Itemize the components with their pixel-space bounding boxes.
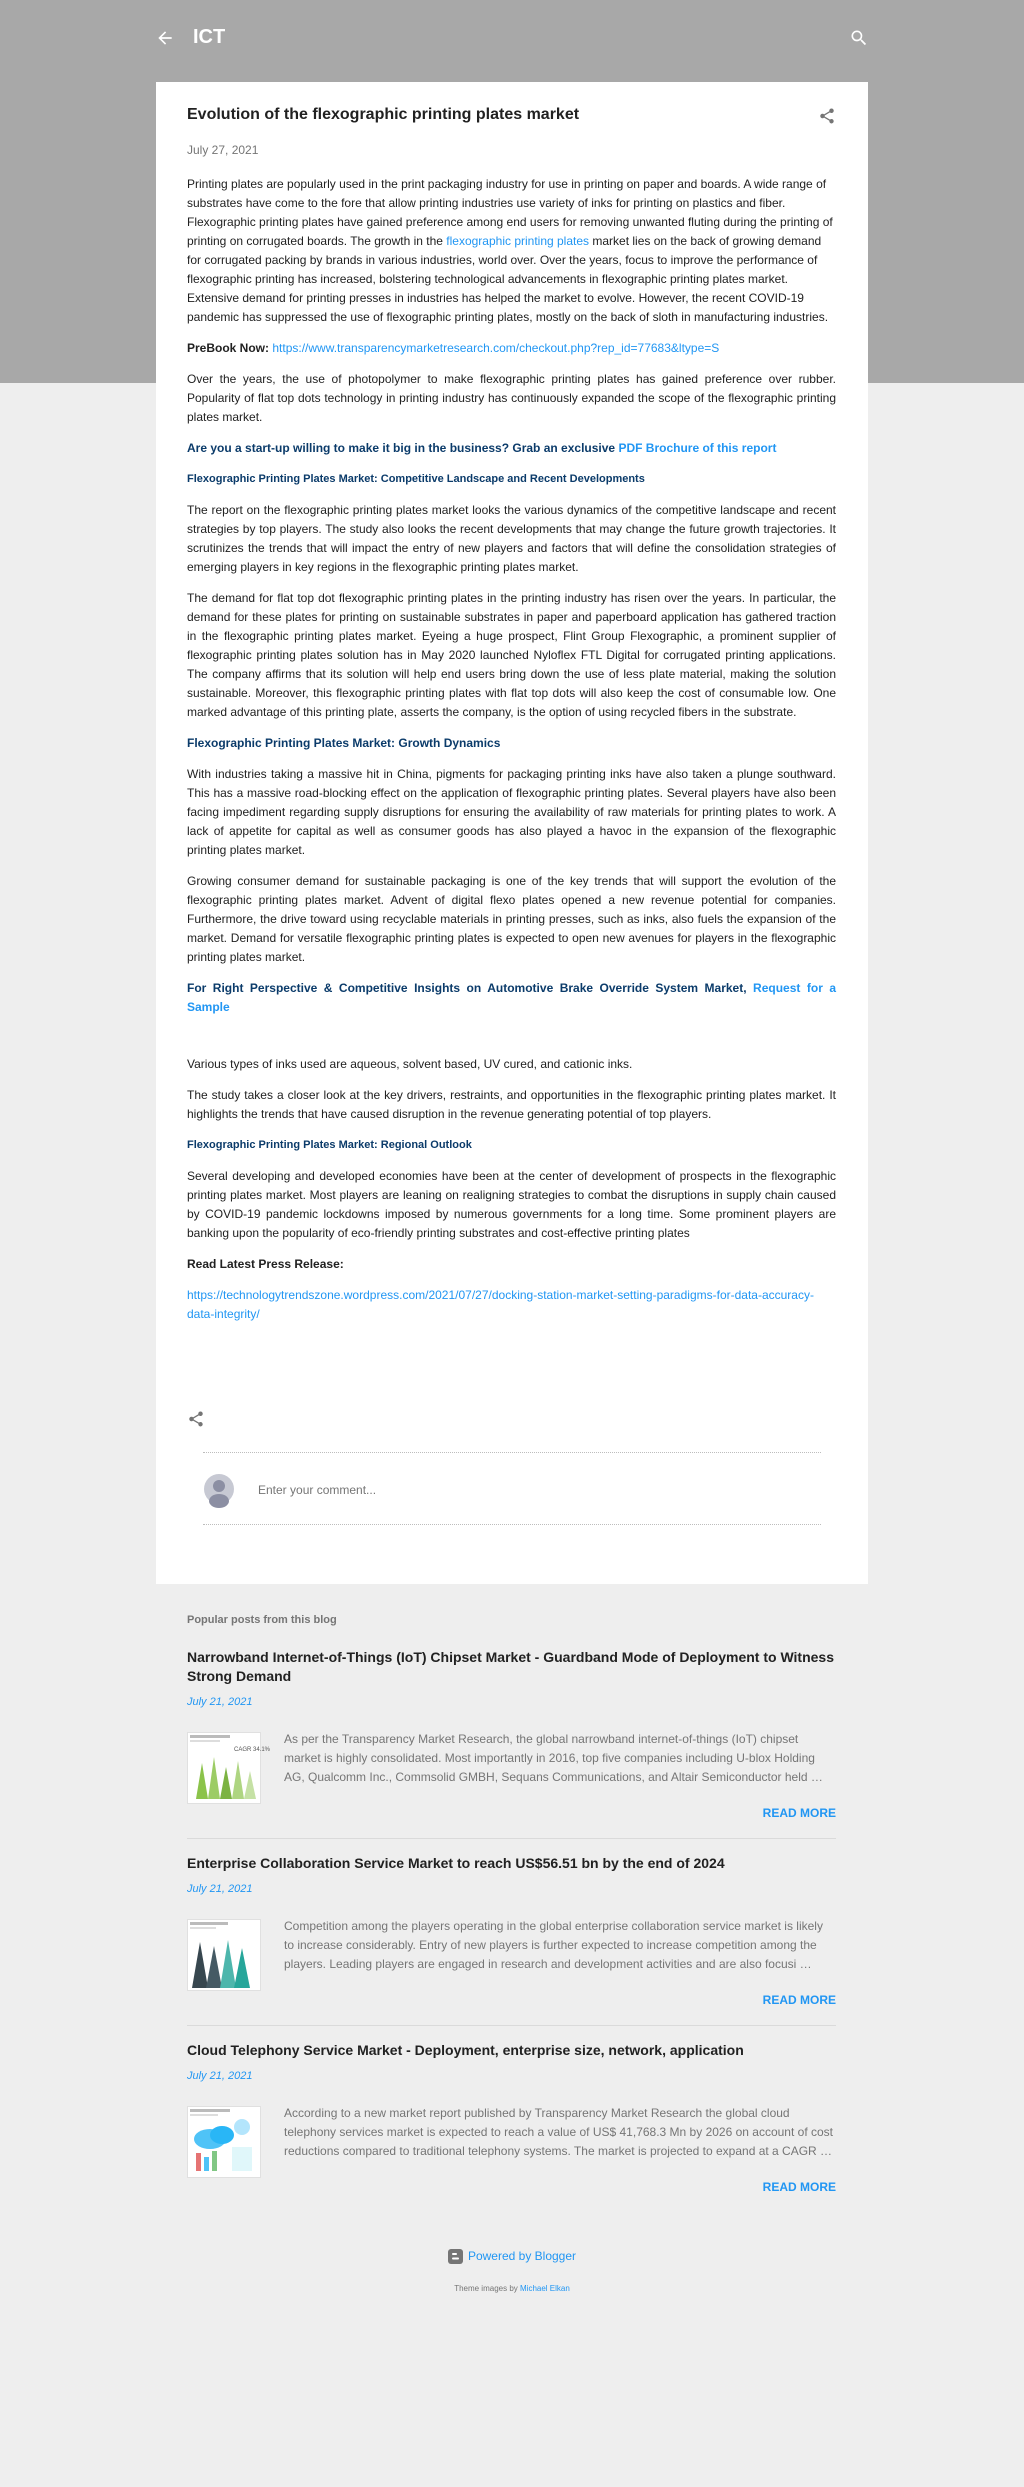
share-icon[interactable] [187,1410,205,1428]
popular-post [187,2041,836,2082]
paragraph: With industries taking a massive hit in China, pigments for packaging printing inks have also taken a plunge southward. This has a massive road-blocking effect on the application of flexographic printing plates. Several players have also been facing impediment regarding supply disruptions for ensuring the availability of raw materials for printing plates to work. A lack of appetite for capital as well as consumer goods has also played a havoc in the expansion of the flexographic printing plates market. [187,767,836,857]
divider [187,1838,836,1839]
post-date: July 27, 2021 [187,143,259,157]
popular-post-snippet: Competition among the players operating in the global enterprise collaboration service market is likely to increase considerably. Entry of new players is further expected to increase competition among the players. Leading players are engaged in research and development activities and are also focusi … [284,1919,823,1971]
read-more-link[interactable]: READ MORE [762,2180,836,2194]
popular-posts [187,1614,836,2194]
avatar [204,1474,234,1504]
read-more-link[interactable]: READ MORE [762,1806,836,1820]
popular-post-snippet: As per the Transparency Market Research, the global narrowband internet-of-things (IoT) chipset market is highly consolidated. Most importantly in 2016, top five companies including U-blox Holding AG, Qualcomm Inc., Commsolid GMBH, Sequans Communications, and Altair Semiconductor held … [284,1732,823,1784]
press-release-link[interactable]: https://technologytrendszone.wordpress.com/2021/07/27/docking-station-market-setting-paradigms-for-data-accuracy-data-integrity/ [187,1288,814,1321]
popular-post-snippet: According to a new market report published by Transparency Market Research the global cloud telephony services market is expected to reach a value of US$ 41,768.3 Mn by 2026 on account of cost reductions compared to traditional telephony systems. The market is projected to expand at a CAGR … [284,2106,833,2158]
comment-input[interactable] [256,1479,800,1501]
blog-header [155,24,869,54]
read-more-link[interactable]: READ MORE [762,1993,836,2007]
prebook-line [187,339,836,358]
post-card [156,82,868,1584]
post-content [187,104,836,1336]
user-icon [204,1474,234,1504]
prebook-link[interactable]: https://www.transparencymarketresearch.com/checkout.php?rep_id=77683&ltype=S [269,341,720,355]
post-title: Evolution of the flexographic printing plates market [187,106,580,123]
perspective-cta: For Right Perspective & Competitive Insights on Automotive Brake Override System Market, Request for a Sample [187,981,837,1014]
section-heading-competitive: Flexographic Printing Plates Market: Competitive Landscape and Recent Developments [187,473,645,485]
startup-cta: Are you a start-up willing to make it big in the business? Grab an exclusive PDF Brochure of this report [187,441,777,455]
blog-title[interactable]: ICT [193,26,226,48]
prebook-label: PreBook Now: [187,341,270,355]
popular-posts-label: Popular posts from this blog [187,1614,337,1626]
press-release-line [187,1286,836,1324]
paragraph: The report on the flexographic printing plates market looks the various dynamics of the competitive landscape and recent strategies by top players. The study also looks the recent developments that may change the future growth trajectories. It scrutinizes the trends that will impact the entry of new players and factors that will define the consolidation strategies of emerging players in key regions in the flexographic printing plates market. [187,503,836,574]
popular-post [187,1648,836,1708]
search-icon[interactable] [849,28,869,48]
paragraph: Over the years, the use of photopolymer to make flexographic printing plates has gained preference over rubber. Popularity of flat top dots technology in printing industry has continuously expanded the scope of the flexographic printing plates market. [187,372,836,424]
powered-by-text[interactable]: Powered by Blogger [467,2249,577,2263]
theme-author-link[interactable]: Michael Elkan [520,2284,570,2293]
paragraph: Growing consumer demand for sustainable packaging is one of the key trends that will support the evolution of the flexographic printing plates market. Advent of digital flexo plates opened a new revenue potential for companies. Furthermore, the drive toward using recyclable materials in printing presses, such as inks, also fuels the expansion of the market. Demand for versatile flexographic printing plates is expected to open new avenues for players in the flexographic printing plates market. [187,874,836,964]
paragraph: Several developing and developed economies have been at the center of development of prospects in the flexographic printing plates market. Most players are leaning on realigning strategies to combat the disruptions in supply chain caused by COVID-19 pandemic lockdowns imposed by numerous governments for a long time. Some prominent players are banking upon the popularity of eco-friendly printing substrates and cost-effective printing plates [187,1169,836,1240]
request-sample-link[interactable]: Request for a Sample [187,981,837,1014]
divider [203,1524,821,1525]
popular-post-title[interactable]: Narrowband Internet-of-Things (IoT) Chipset Market - Guardband Mode of Deployment to Witness Strong Demand [187,1649,834,1684]
flexographic-plates-link[interactable]: flexographic printing plates [446,234,590,248]
post-thumbnail[interactable] [187,1919,261,1991]
divider [187,2025,836,2026]
share-icon[interactable] [818,107,836,125]
paragraph: Printing plates are popularly used in the print packaging industry for use in printing on paper and boards. A wide range of substrates have come to the fore that allow printing industries use variety of inks for printing on plastics and fiber. Flexographic printing plates have gained preference among end users for removing unwanted fluting during the printing of printing on corrugated boards. The growth in the flexographic printing plates market lies on the back of growing demand for corrugated packing by brands in various industries, world over. Over the years, focus to improve the performance of flexographic printing has increased, bolstering technological advancements in flexographic printing plates market. Extensive demand for printing presses in industries has helped the market to evolve. However, the recent COVID-19 pandemic has suppressed the use of flexographic printing plates, mostly on the back of sloth in manufacturing industries. [187,177,833,324]
post-thumbnail[interactable] [187,1732,271,1804]
post-thumbnail[interactable] [187,2106,261,2178]
thumbnail-caption: CAGR 34.1% [234,1747,271,1753]
theme-credit: Theme images by Michael Elkan [454,2284,570,2293]
paragraph: The demand for flat top dot flexographic printing plates in the printing industry has risen over the years. In particular, the demand for these plates for printing on sustainable substrates in paper and paperboard application has gathered traction in the flexographic printing plates market. Eyeing a huge prospect, Flint Group Flexographic, a prominent supplier of flexographic printing plates solution has in May 2020 launched Nyloflex FTL Digital for corrugated printing applications. The company affirms that its solution will help end users bring down the use of less plate material, making the solution sustainable. Moreover, this flexographic printing plates with flat top dots will also keep the cost of consumable low. One marked advantage of this printing plate, asserts the company, is the option of using recycled fibers in the substrate. [187,591,836,719]
powered-by-blogger[interactable] [0,2249,1024,2264]
post-body [187,175,836,1324]
divider [203,1452,821,1453]
popular-post-date[interactable]: July 21, 2021 [187,2070,253,2082]
popular-post [187,1854,836,1895]
popular-post-date[interactable]: July 21, 2021 [187,1696,253,1708]
section-heading-growth: Flexographic Printing Plates Market: Growth Dynamics [187,736,501,750]
popular-post-date[interactable]: July 21, 2021 [187,1883,253,1895]
back-arrow-icon[interactable] [155,28,175,48]
pdf-brochure-link[interactable]: PDF Brochure of this report [618,441,777,455]
popular-post-title[interactable]: Cloud Telephony Service Market - Deployment, enterprise size, network, application [187,2042,744,2058]
blogger-logo-icon [448,2249,463,2264]
popular-post-title[interactable]: Enterprise Collaboration Service Market to reach US$56.51 bn by the end of 2024 [187,1855,725,1871]
section-heading-regional: Flexographic Printing Plates Market: Regional Outlook [187,1139,472,1151]
paragraph: Various types of inks used are aqueous, solvent based, UV cured, and cationic inks. [187,1057,633,1071]
press-release-label: Read Latest Press Release: [187,1257,344,1271]
paragraph: The study takes a closer look at the key drivers, restraints, and opportunities in the flexographic printing plates market. It highlights the trends that have caused disruption in the revenue generating potential of top players. [187,1088,836,1121]
